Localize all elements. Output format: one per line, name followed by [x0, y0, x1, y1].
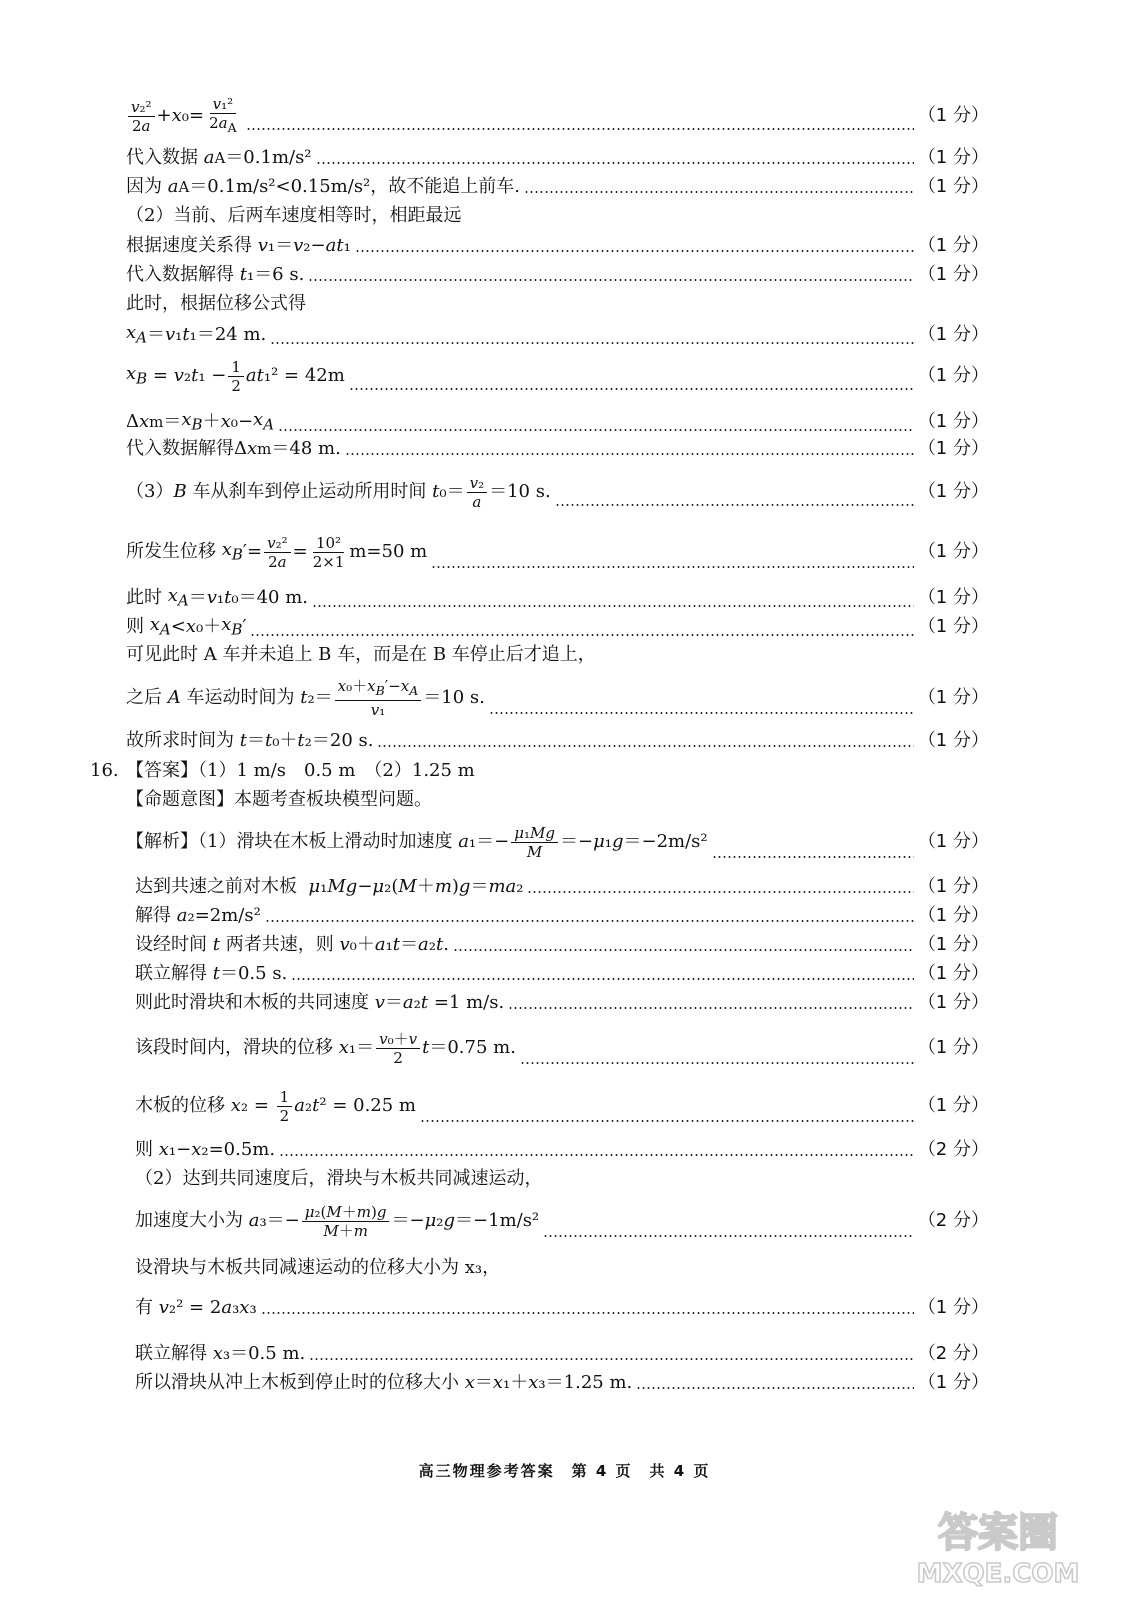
answer-line: 所以滑块从冲上木板到停止时的位移大小 x ＝ x ₁＋ x ₃ ＝1.25 m. （1 分）: [135, 1372, 989, 1393]
leader-dots: [453, 949, 914, 951]
answer-line: $x_A$ ＝ v ₁ t ₁ ＝24 m. （1 分）: [126, 322, 989, 347]
score-label: （1 分）: [917, 1037, 989, 1058]
answer-line: $x_B$ = v ₂ t ₁ − $\frac{1}{2}$ at ₁² = 42m （1 分）: [126, 357, 989, 395]
score-label: （1 分）: [917, 1297, 989, 1318]
fraction: $\frac{\text{v₂}}{a}$: [467, 474, 488, 511]
score-label: （1 分）: [917, 687, 989, 708]
score-label: （1 分）: [917, 992, 989, 1013]
score-label: （1 分）: [917, 481, 989, 502]
leader-dots: [349, 388, 914, 390]
score-label: （1 分）: [917, 365, 989, 386]
text-line: 设滑块与木板共同减速运动的位移大小为 x₃，: [135, 1257, 501, 1278]
answer-line: 代入数据解得 t ₁ ＝6 s. （1 分）: [126, 264, 989, 285]
leader-dots: [279, 1154, 914, 1156]
leader-dots: [555, 504, 914, 506]
fraction: $\frac{\text{μ₂(M＋m)g}}{M+m}$: [302, 1203, 390, 1240]
answer-line: 代入数据解得 Δ x m ＝48 m. （1 分）: [126, 438, 989, 459]
score-label: （2 分）: [917, 1139, 989, 1160]
leader-dots: [250, 634, 913, 636]
leader-dots: [524, 191, 914, 193]
answer-line: 此时 $x_A$ ＝ v ₁ t ₀ ＝40 m. （1 分）: [126, 585, 989, 610]
answer-line: $\frac{\text{v₂²}}{2a}$ + x ₀= $\frac{\text{v₁²}}{2a_A}$ （1 分）: [126, 96, 989, 136]
score-label: （1 分）: [917, 411, 989, 433]
score-label: （2 分）: [917, 1210, 989, 1231]
leader-dots: [265, 920, 914, 922]
fraction: $\frac{1}{2}$: [228, 358, 244, 395]
leader-dots: [712, 856, 914, 858]
score-label: （1 分）: [917, 105, 989, 126]
leader-dots: [270, 342, 914, 344]
text-line: 【命题意图】本题考查板块模型问题。: [126, 789, 432, 810]
leader-dots: [520, 1062, 914, 1064]
answer-line: 根据速度关系得 v ₁＝ v ₂− at ₁ （1 分）: [126, 235, 989, 256]
score-label: （1 分）: [917, 176, 989, 197]
leader-dots: [377, 745, 913, 747]
answer-line: 因为 a A ＝0.1m/s²<0.15m/s²，故不能追上前车. （1 分）: [126, 176, 989, 197]
answer-line: 联立解得 x ₃ ＝0.5 m. （2 分）: [135, 1343, 989, 1364]
question-number: 16.: [90, 760, 119, 781]
score-label: （1 分）: [917, 541, 989, 562]
leader-dots: [636, 1387, 914, 1389]
section-heading: （2）达到共同速度后，滑块与木板共同减速运动，: [135, 1168, 543, 1189]
watermark-top-text: 答案圈: [938, 1510, 1058, 1556]
leader-dots: [261, 1312, 914, 1314]
answer-line: 则此时滑块和木板的共同速度 v ＝ a ₂ t =1 m/s. （1 分）: [135, 992, 989, 1013]
answer-line: 则 $x_A$ < x ₀＋ $x_B$ ′ （1 分）: [126, 614, 989, 639]
answer-line: 代入数据 a A ＝0.1m/s² （1 分）: [126, 147, 989, 168]
score-label: （1 分）: [917, 438, 989, 459]
score-label: （1 分）: [917, 147, 989, 168]
fraction: $\frac{\text{v₀＋v}}{2}$: [376, 1030, 420, 1067]
answer-line: 故所求时间为 t ＝ t ₀＋ t ₂ ＝20 s. （1 分）: [126, 730, 989, 751]
score-label: （1 分）: [917, 730, 989, 751]
answer-line: 有 v ₂² = 2 a ₃ x ₃ （1 分）: [135, 1297, 989, 1318]
leader-dots: [508, 1007, 914, 1009]
leader-dots: [308, 279, 913, 281]
text-line: 可见此时 A 车并未追上 B 车，而是在 B 车停止后才追上，: [126, 644, 596, 665]
answer-line: 达到共速之前对木板 μ ₁ Mg − μ ₂( M ＋ m ) g ＝ ma ₂ （1 分）: [135, 876, 989, 897]
fraction: $\frac{\text{μ₁Mg}}{M}$: [511, 824, 558, 861]
score-label: （1 分）: [917, 905, 989, 926]
leader-dots: [345, 453, 914, 455]
fraction: $\frac{1}{2}$: [277, 1088, 293, 1125]
text-line: 此时，根据位移公式得: [126, 293, 306, 314]
answer-line: 则 x ₁− x ₂ =0.5m. （2 分）: [135, 1139, 989, 1160]
score-label: （1 分）: [917, 934, 989, 955]
score-label: （1 分）: [917, 587, 989, 609]
leader-dots: [278, 429, 914, 431]
watermark-logo: [893, 1500, 1103, 1590]
answer-line: 加速度大小为 a ₃＝− $\frac{\text{μ₂(M＋m)g}}{M+m}$ ＝− μ ₂ g ＝−1m/s² （2 分）: [135, 1202, 989, 1240]
section-heading: （2）当前、后两车速度相等时，相距最远: [126, 205, 462, 226]
score-label: （1 分）: [917, 324, 989, 346]
question-answer-line: 16. 【答案】（1）1 m/s 0.5 m （2）1.25 m: [90, 760, 475, 781]
leader-dots: [527, 891, 913, 893]
score-label: （1 分）: [917, 235, 989, 256]
leader-dots: [291, 978, 914, 980]
answer-line: 【解析】（1）滑块在木板上滑动时加速度 a ₁＝− $\frac{\text{μ₁Mg}}{M}$ ＝− μ ₁ g ＝−2m/s² （1 分）: [126, 823, 989, 861]
answer-line: 该段时间内，滑块的位移 x ₁＝ $\frac{\text{v₀＋v}}{2}$ t ＝0.75 m. （1 分）: [135, 1029, 989, 1067]
score-label: （1 分）: [917, 1372, 989, 1393]
answer-line: 解得 a ₂ =2m/s² （1 分）: [135, 905, 989, 926]
score-label: （1 分）: [917, 1095, 989, 1116]
score-label: （2 分）: [917, 1343, 989, 1364]
leader-dots: [355, 250, 914, 252]
answer-line: 所发生位移 $x_B$ ′= $\frac{\text{v₂²}}{2a}$ = $\frac{\text{10²}}{2\times 1}$ m=50 m （1 分）: [126, 533, 989, 571]
score-label: （1 分）: [917, 616, 989, 638]
page-footer: 高三物理参考答案 第 4 页 共 4 页: [418, 1462, 711, 1480]
fraction: $\frac{\text{v₁²}}{2a_A}$: [209, 95, 237, 135]
leader-dots: [246, 128, 914, 130]
leader-dots: [309, 1358, 914, 1360]
answer-line: Δ x m ＝ $x_B$ ＋ x ₀− $x_A$ （1 分）: [126, 409, 989, 434]
watermark-graphic: [893, 1500, 1103, 1590]
leader-dots: [489, 712, 914, 714]
leader-dots: [312, 605, 914, 607]
score-label: （1 分）: [917, 876, 989, 897]
answer-line: 之后 A 车运动时间为 t ₂＝ $\frac{x_0+x_B'-x_A}{\text{v₁}}$ ＝10 s. （1 分）: [126, 677, 989, 719]
watermark-bottom-text: MXQE.COM: [916, 1559, 1080, 1589]
fraction: $\frac{\text{v₂²}}{2a}$: [128, 98, 155, 135]
fraction: $\frac{\text{v₂²}}{2a}$: [264, 534, 291, 571]
score-label: （1 分）: [917, 264, 989, 285]
score-label: （1 分）: [917, 831, 989, 852]
score-label: （1 分）: [917, 963, 989, 984]
answer-line: （3） B 车从刹车到停止运动所用时间 t ₀＝ $\frac{\text{v₂}}{a}$ ＝10 s. （1 分）: [126, 473, 989, 511]
fraction: $\frac{x_0+x_B'-x_A}{\text{v₁}}$: [335, 677, 422, 719]
leader-dots: [431, 566, 914, 568]
answer-line: 木板的位移 x ₂ = $\frac{1}{2}$ a ₂ t ² = 0.25 m （1 分）: [135, 1087, 989, 1125]
fraction: $\frac{\text{10²}}{2\times 1}$: [312, 533, 345, 571]
leader-dots: [316, 162, 914, 164]
answer-line: 联立解得 t ＝0.5 s. （1 分）: [135, 963, 989, 984]
leader-dots: [420, 1120, 914, 1122]
answer-line: 设经时间 t 两者共速，则 v ₀＋ a ₁ t ＝ a ₂ t . （1 分）: [135, 934, 989, 955]
leader-dots: [543, 1235, 914, 1237]
